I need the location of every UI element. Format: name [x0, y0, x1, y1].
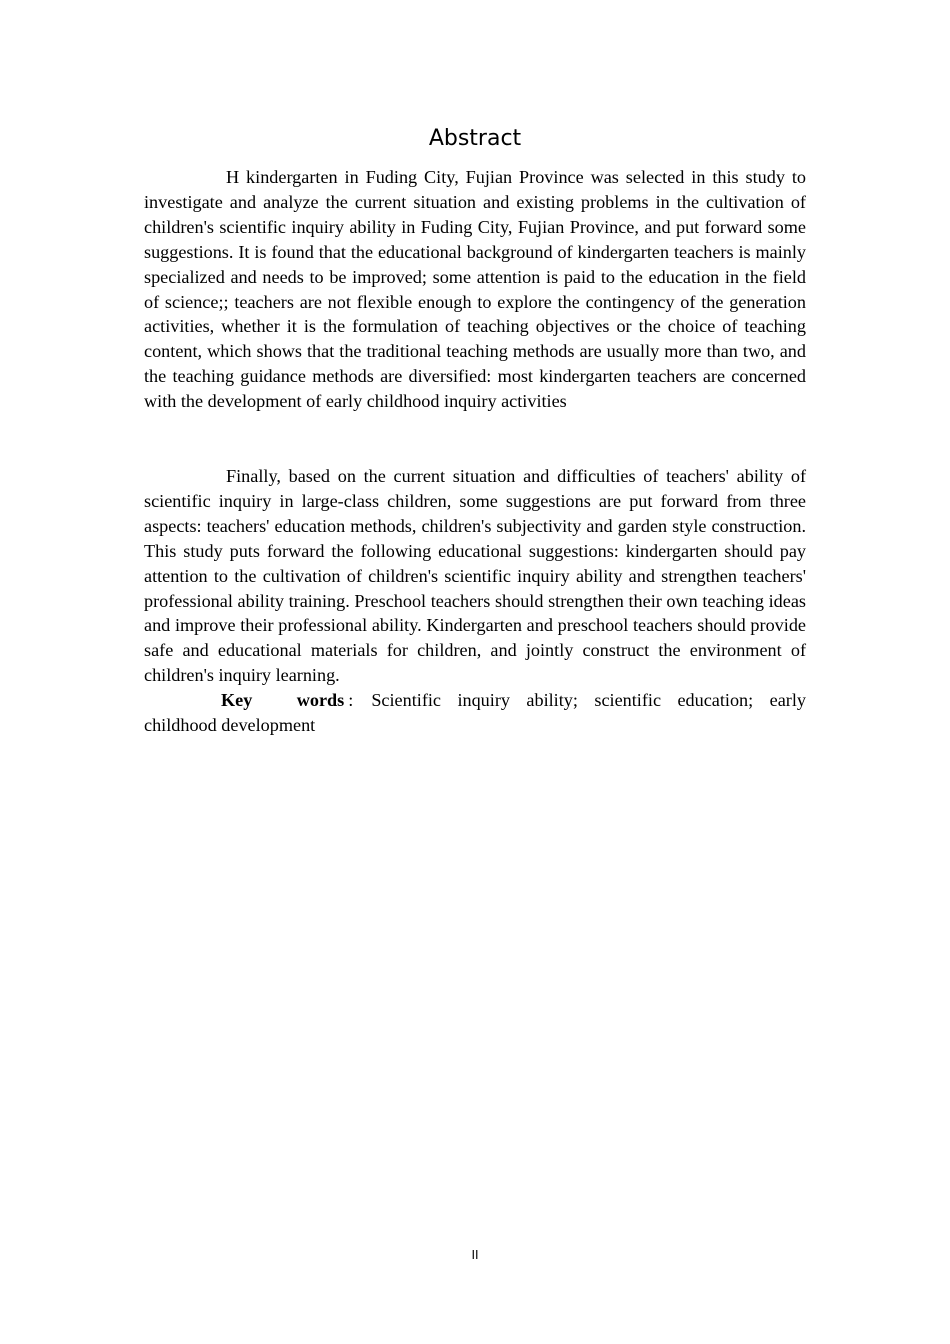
keywords-text: Scientific inquiry ability; scientific education; early childhood development — [144, 690, 806, 735]
keywords-line — [144, 688, 806, 738]
abstract-paragraph-2: Finally, based on the current situation and difficulties of teachers' ability of scientific inquiry in large-class children, some suggestions are put forward from three aspects: teachers' education methods, children's subjectivity and garden style construction. This study puts forward the following educational suggestions: kindergarten should pay attention to the cultivation of children's scientific inquiry ability and strengthen teachers' professional ability training. Preschool teachers should strengthen their own teaching ideas and improve their professional ability. Kindergarten and preschool teachers should provide safe and educational materials for children, and jointly construct the environment of children's inquiry learning. — [144, 466, 806, 686]
abstract-paragraph-1: H kindergarten in Fuding City, Fujian Province was selected in this study to investigate and analyze the current situation and existing problems in the cultivation of children's scientific inquiry ability in Fuding City, Fujian Province, and put forward some suggestions. It is found that the educational background of kindergarten teachers is mainly specialized and needs to be improved; some attention is paid to the education in the field of science;; teachers are not flexible enough to explore the contingency of the generation activities, whether it is the formulation of teaching objectives or the choice of teaching content, which shows that the traditional teaching methods are usually more than two, and the teaching guidance methods are diversified: most kindergarten teachers are concerned with the development of early childhood inquiry activities — [144, 167, 806, 412]
page-number: II — [471, 1248, 479, 1262]
keywords-separator: : — [348, 690, 354, 710]
keywords-label: Key words — [221, 690, 345, 710]
abstract-title: Abstract — [428, 126, 522, 151]
